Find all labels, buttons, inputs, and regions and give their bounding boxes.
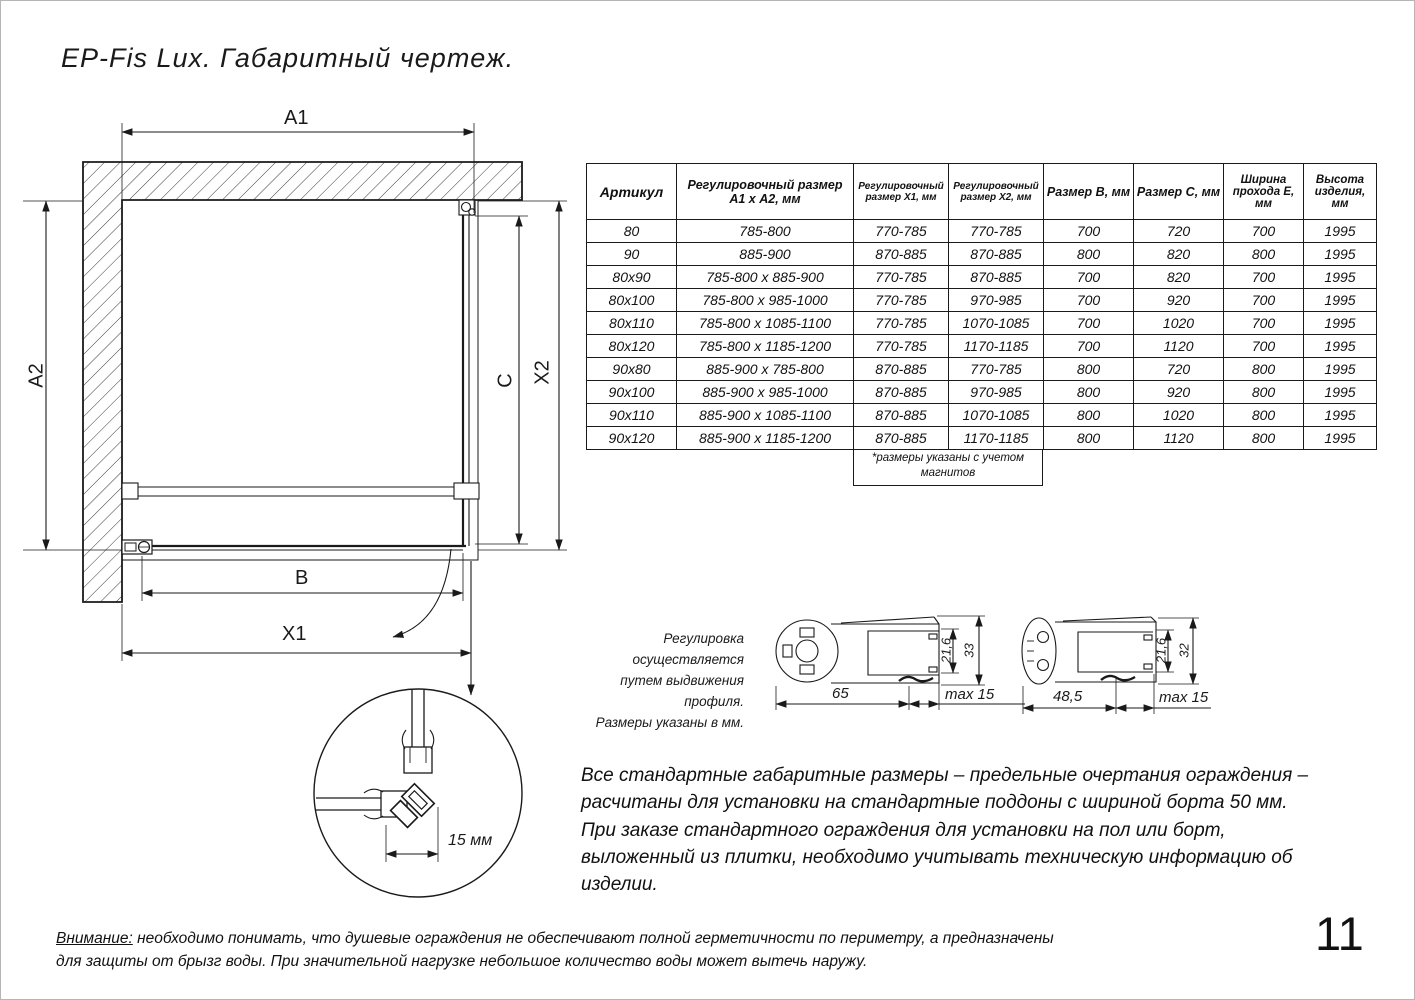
dim-label-c: C [494,373,517,388]
adjustment-note-line: Регулировка осуществляется [632,631,744,667]
table-cell: 870-885 [949,243,1044,266]
table-cell: 870-885 [854,358,949,381]
table-footnote: *размеры указаны с учетом магнитов [853,449,1043,486]
table-cell: 700 [1044,312,1134,335]
table-row [587,427,1377,450]
table-cell: 1995 [1304,289,1377,312]
table-cell: 80 [587,220,677,243]
table-cell: 90x100 [587,381,677,404]
table-cell: 820 [1134,243,1224,266]
table-cell: 800 [1224,404,1304,427]
table-cell: 970-985 [949,289,1044,312]
table-cell: 770-785 [949,220,1044,243]
corner-detail [314,689,522,897]
support-bar [122,483,479,499]
table-cell: 1170-1185 [949,427,1044,450]
table-cell: 885-900 x 985-1000 [677,381,854,404]
table-row [587,220,1377,243]
installation-paragraph: Все стандартные габаритные размеры – предельные очертания ограждения – расчитаны для установки на стандартные поддоны с шириной борта 50 мм. При заказе стандартного ограждения для установки на пол или борт, выложенный из плитки, необходимо учитывать техническую информацию об изделии. [581,765,1309,896]
table-cell: 770-785 [854,335,949,358]
adjustment-note [576,629,744,734]
detail-dim-15mm: 15 мм [448,832,493,849]
table-header-row [587,164,1377,220]
table-cell: 870-885 [854,404,949,427]
table-row [587,335,1377,358]
table-cell: 1995 [1304,335,1377,358]
profile2-outer-height: 32 [1176,643,1192,658]
table-cell: 770-785 [854,312,949,335]
col-header-e: Ширина прохода Е, мм [1224,164,1304,220]
table-row [587,358,1377,381]
table-cell: 920 [1134,381,1224,404]
profile2-width: 48,5 [1053,688,1083,705]
col-header-b: Размер В, мм [1044,164,1134,220]
table-cell: 770-785 [949,358,1044,381]
table-cell: 1995 [1304,404,1377,427]
table-cell: 700 [1044,220,1134,243]
glass-panel-front [122,540,466,554]
table-cell: 80x90 [587,266,677,289]
table-cell: 1170-1185 [949,335,1044,358]
table-cell: 785-800 x 1185-1200 [677,335,854,358]
table-cell: 1995 [1304,427,1377,450]
table-cell: 885-900 x 1185-1200 [677,427,854,450]
col-header-x1: Регулировочный размер Х1, мм [854,164,949,220]
adjustment-note-line: путем выдвижения профиля. [620,672,744,709]
col-header-height: Высота изделия, мм [1304,164,1377,220]
profile2-max: max 15 [1159,689,1209,706]
table-cell: 800 [1224,381,1304,404]
warning-text: необходимо понимать, что душевые ограждения не обеспечивают полной герметичности по периметру, а предназначены для защиты от брызг воды. При значительной нагрузке небольшое количество воды может вытечь наружу. [56,930,1054,971]
table-cell: 800 [1044,243,1134,266]
table-cell: 720 [1134,358,1224,381]
table-cell: 1120 [1134,335,1224,358]
profile1-width: 65 [832,685,849,702]
table-cell: 870-885 [949,266,1044,289]
dim-label-x1: X1 [282,623,307,645]
table-cell: 720 [1134,220,1224,243]
table-cell: 700 [1224,312,1304,335]
table-row [587,312,1377,335]
table-cell: 1995 [1304,220,1377,243]
page-number: 11 [1315,907,1364,960]
table-cell: 785-800 x 1085-1100 [677,312,854,335]
warning-note [56,927,1076,974]
table-row [587,266,1377,289]
table-cell: 870-885 [854,381,949,404]
dim-label-a2: A2 [25,363,48,388]
table-cell: 1070-1085 [949,312,1044,335]
table-cell: 90x120 [587,427,677,450]
table-cell: 785-800 [677,220,854,243]
table-cell: 800 [1044,358,1134,381]
table-cell: 1995 [1304,358,1377,381]
col-header-c: Размер С, мм [1134,164,1224,220]
table-cell: 885-900 x 1085-1100 [677,404,854,427]
profile1-outer-height: 33 [961,643,977,658]
table-cell: 1995 [1304,266,1377,289]
warning-prefix: Внимание: [56,930,133,947]
table-cell: 1995 [1304,381,1377,404]
table-cell: 800 [1224,427,1304,450]
dim-label-b: B [295,567,309,589]
col-header-x2: Регулировочный размер Х2, мм [949,164,1044,220]
spec-table [586,163,1377,450]
table-cell: 80x110 [587,312,677,335]
table-cell: 1995 [1304,243,1377,266]
table-cell: 700 [1224,289,1304,312]
table-row [587,381,1377,404]
table-cell: 90 [587,243,677,266]
profile1-inner-height: 21,6 [938,637,954,664]
adjustment-note-line: Размеры указаны в мм. [595,714,744,730]
table-cell: 785-800 x 885-900 [677,266,854,289]
table-cell: 885-900 [677,243,854,266]
table-cell: 700 [1224,220,1304,243]
table-cell: 770-785 [854,220,949,243]
wall-hatched [83,162,522,602]
table-cell: 700 [1224,266,1304,289]
table-cell: 700 [1044,335,1134,358]
table-cell: 870-885 [854,243,949,266]
col-header-a1a2: Регулировочный размер А1 х А2, мм [677,164,854,220]
table-cell: 80x100 [587,289,677,312]
table-cell: 770-785 [854,266,949,289]
table-cell: 920 [1134,289,1224,312]
table-cell: 885-900 x 785-800 [677,358,854,381]
table-row [587,289,1377,312]
table-cell: 820 [1134,266,1224,289]
page-title: EP-Fis Lux. Габаритный чертеж. [61,43,515,73]
table-cell: 1020 [1134,404,1224,427]
table-cell: 785-800 x 985-1000 [677,289,854,312]
col-header-artikul: Артикул [587,164,677,220]
table-cell: 700 [1044,289,1134,312]
table-cell: 800 [1224,243,1304,266]
table-cell: 700 [1224,335,1304,358]
table-cell: 1120 [1134,427,1224,450]
table-cell: 870-885 [854,427,949,450]
table-cell: 770-785 [854,289,949,312]
dim-label-x2: X2 [531,360,554,385]
table-cell: 1070-1085 [949,404,1044,427]
table-cell: 800 [1044,404,1134,427]
table-row [587,243,1377,266]
table-cell: 700 [1044,266,1134,289]
table-cell: 970-985 [949,381,1044,404]
table-cell: 800 [1224,358,1304,381]
profile2-inner-height: 21,6 [1153,637,1169,664]
table-cell: 800 [1044,381,1134,404]
table-row [587,404,1377,427]
dim-label-a1: A1 [284,107,309,129]
table-cell: 1020 [1134,312,1224,335]
table-cell: 90x110 [587,404,677,427]
table-cell: 90x80 [587,358,677,381]
profile1-max: max 15 [945,686,995,703]
table-cell: 80x120 [587,335,677,358]
table-cell: 1995 [1304,312,1377,335]
table-cell: 800 [1044,427,1134,450]
